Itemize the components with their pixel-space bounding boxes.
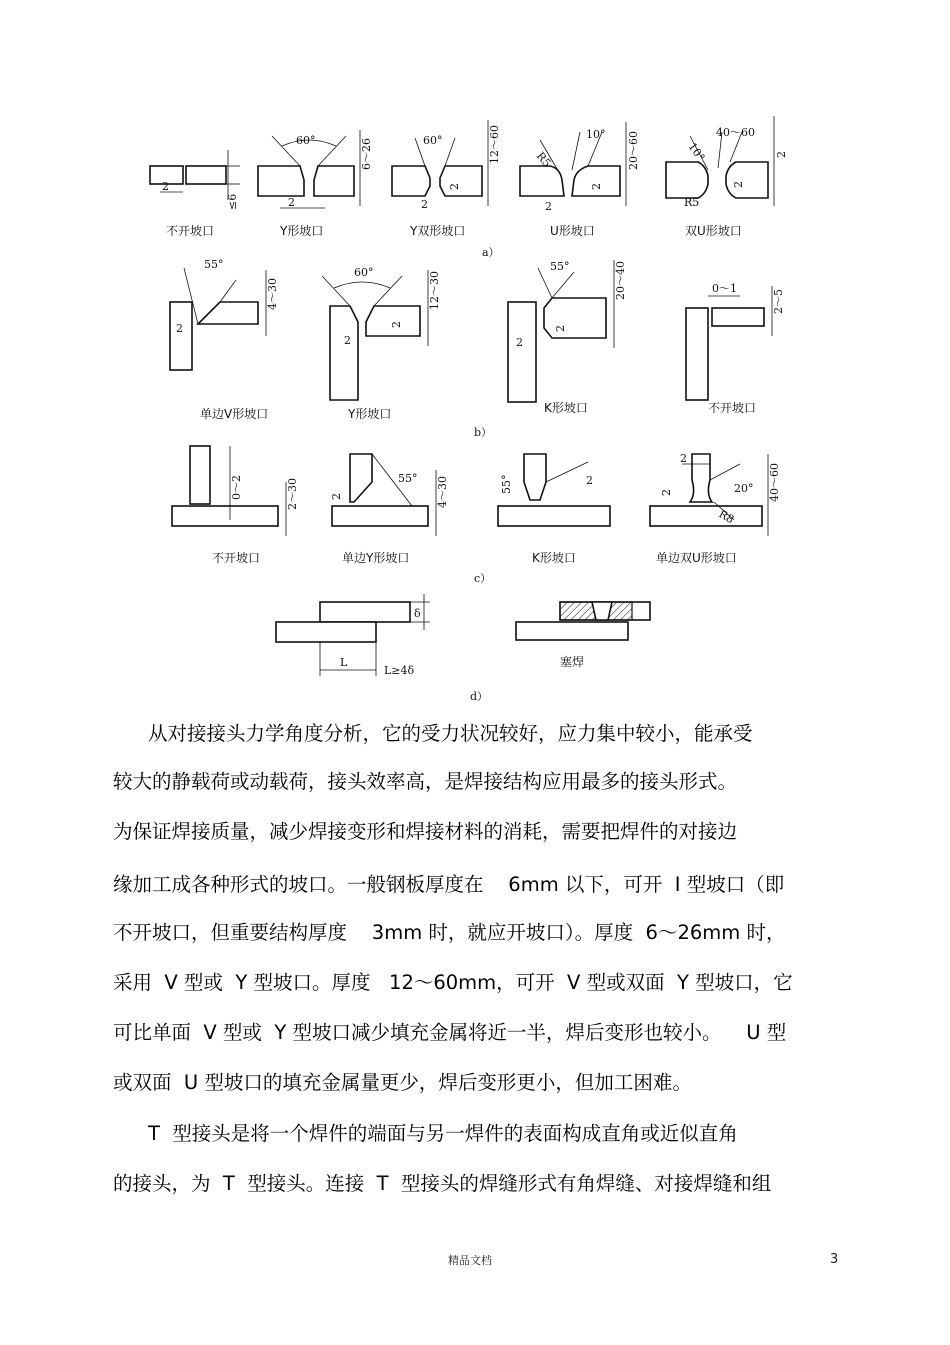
row-b (170, 258, 785, 439)
dim-b2-thickness: 12～30 (428, 271, 441, 310)
paragraph-line: 采用 V 型或 Y 型坡口。厚度 12～60mm，可开 V 型或双面 Y 型坡口，它 (113, 971, 793, 994)
dim-a2-angle: 60° (296, 134, 316, 147)
caption-d2: 塞焊 (560, 655, 585, 669)
dim-a3-thickness: 12～60 (488, 125, 501, 164)
caption-c4: 单边双U形坡口 (656, 551, 737, 565)
dim-a5-thickness: 2 (775, 151, 788, 158)
dim-a5-root: 2 (732, 181, 745, 188)
caption-a1: 不开坡口 (166, 224, 215, 238)
paragraph-line: T 型接头是将一个焊件的端面与另一焊件的表面构成直角或近似直角 (148, 1122, 738, 1145)
dim-a3-gap: 2 (421, 198, 428, 211)
dim-a4-angle: 10° (586, 128, 606, 141)
dim-b1-angle: 55° (204, 258, 224, 271)
caption-a3: Y双形坡口 (410, 224, 466, 238)
dim-a4-gap: 2 (545, 200, 552, 213)
dim-a1-thickness: ≤6 (226, 193, 239, 210)
footer-label: 精品文档 (448, 1254, 492, 1267)
paragraph-line: 为保证焊接质量，减少焊接变形和焊接材料的消耗，需要把焊件的对接边 (113, 820, 738, 843)
row-d (276, 594, 650, 703)
row-b-label: b） (474, 426, 493, 439)
row-a (150, 116, 788, 259)
dim-d1-thickness: δ (414, 607, 421, 620)
dim-b3-angle: 55° (550, 260, 570, 273)
dim-b1-thickness: 4～30 (266, 278, 279, 310)
caption-b4: 不开坡口 (708, 401, 757, 415)
row-a-label: a） (482, 246, 500, 259)
dim-b3-thickness: 20～40 (614, 261, 627, 300)
dim-c2-angle: 55° (398, 472, 418, 485)
caption-c3: K形坡口 (532, 551, 576, 565)
dim-b2-root: 2 (390, 321, 403, 328)
dim-c2-thickness: 4～30 (436, 476, 449, 508)
dim-c4-radius: R8 (716, 507, 737, 527)
dim-a4-thickness: 20～60 (627, 131, 640, 170)
dim-b4-gap: 0～1 (712, 282, 737, 295)
dim-a5-radius: 10° (685, 140, 708, 164)
dim-c3-angle: 2 (586, 474, 593, 487)
dim-c1-gap: 0～2 (230, 475, 243, 500)
row-c-label: c） (474, 572, 492, 585)
dim-c1-thickness: 2～30 (286, 478, 299, 510)
dim-c2-root: 2 (330, 493, 343, 500)
row-c (172, 446, 781, 585)
dim-b2-gap: 2 (344, 334, 351, 347)
page-number: 3 (830, 1252, 839, 1267)
dim-c4-root: 2 (660, 489, 673, 496)
caption-a2: Y形坡口 (280, 224, 324, 238)
caption-a5: 双U形坡口 (685, 224, 742, 238)
paragraph-line: 缘加工成各种形式的坡口。一般钢板厚度在 6mm 以下，可开 I 型坡口（即 (113, 873, 785, 896)
caption-b1: 单边V形坡口 (200, 407, 269, 421)
dim-a2-thickness: 6～26 (360, 138, 373, 170)
caption-c1: 不开坡口 (212, 551, 261, 565)
dim-b3-gap: 2 (516, 336, 523, 349)
dim-c4-top: 2 (680, 452, 687, 465)
dim-a3-root: 2 (448, 183, 461, 190)
caption-c2: 单边Y形坡口 (342, 551, 410, 565)
dim-c4-thickness: 40～60 (768, 463, 781, 502)
dim-a3-angle: 60° (423, 134, 443, 147)
caption-a4: U形坡口 (550, 224, 595, 238)
dim-b1-gap: 2 (176, 322, 183, 335)
paragraph-line: 较大的静载荷或动载荷，接头效率高，是焊接结构应用最多的接头形式。 (113, 770, 738, 793)
paragraph-line: 或双面 U 型坡口的填充金属量更少，焊后变形更小，但加工困难。 (113, 1071, 692, 1094)
dim-a5-angle: 40～60 (716, 126, 755, 139)
paragraph-line: 的接头，为 T 型接头。连接 T 型接头的焊缝形式有角焊缝、对接焊缝和组 (113, 1172, 772, 1195)
caption-b3: K形坡口 (544, 401, 588, 415)
dim-c4-angle: 20° (734, 482, 754, 495)
dim-a5-gap: R5 (684, 196, 700, 209)
paragraph-line: 从对接接头力学角度分析，它的受力状况较好，应力集中较小，能承受 (148, 722, 753, 745)
dim-c3-root: 55° (500, 474, 513, 494)
paragraph-line: 可比单面 V 型或 Y 型坡口减少填充金属将近一半，焊后变形也较小。 U 型 (113, 1021, 787, 1044)
dim-d1-length: L (340, 656, 348, 669)
dim-a1-gap: 2 (162, 180, 169, 193)
welding-joint-figure (140, 110, 800, 710)
dim-a2-gap: 2 (288, 196, 295, 209)
dim-b2-angle: 60° (354, 266, 374, 279)
dim-b4-thickness: 2～5 (772, 289, 785, 314)
dim-a4-root: 2 (590, 183, 603, 190)
paragraph-line: 不开坡口，但重要结构厚度 3mm 时，就应开坡口）。厚度 6～26mm 时， (113, 921, 786, 944)
dim-d1-condition: L≥4δ (384, 664, 415, 677)
row-d-label: d） (470, 690, 489, 703)
caption-b2: Y形坡口 (348, 407, 392, 421)
dim-b3-root: 2 (554, 325, 567, 332)
dim-a4-radius: R5 (533, 149, 554, 170)
